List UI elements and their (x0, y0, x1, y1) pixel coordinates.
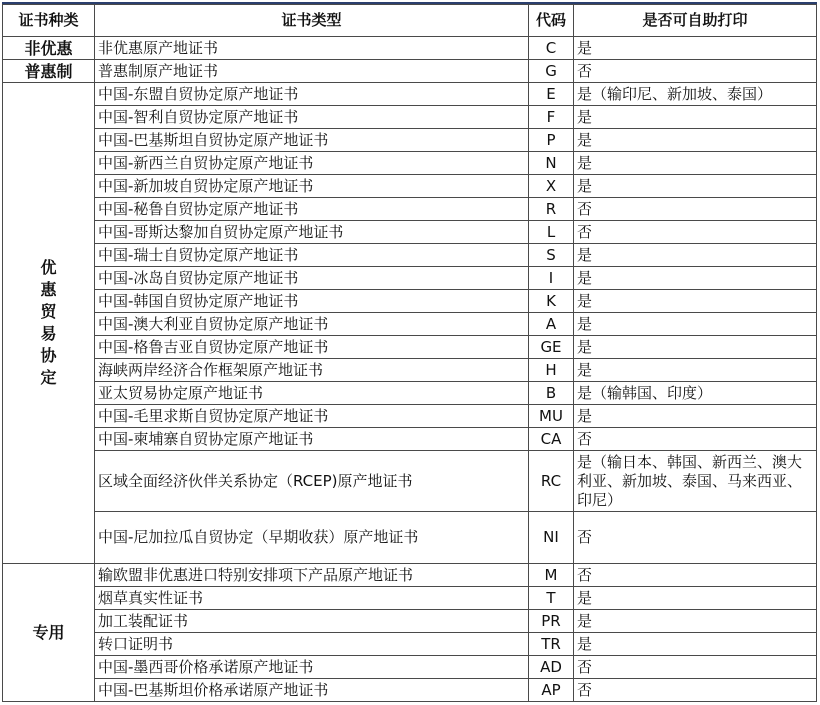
table-row (3, 587, 817, 610)
certificate-table-container (2, 2, 817, 702)
table-row (3, 313, 817, 336)
code-cell: M (529, 564, 574, 587)
table-row (3, 60, 817, 83)
type-cell: 中国-韩国自贸协定原产地证书 (95, 290, 529, 313)
self-print-cell: 是 (574, 244, 817, 267)
type-cell: 中国-瑞士自贸协定原产地证书 (95, 244, 529, 267)
table-row (3, 610, 817, 633)
self-print-cell: 否 (574, 564, 817, 587)
code-cell: GE (529, 336, 574, 359)
type-cell: 中国-新加坡自贸协定原产地证书 (95, 175, 529, 198)
table-row (3, 564, 817, 587)
table-row (3, 37, 817, 60)
code-cell: K (529, 290, 574, 313)
code-cell: I (529, 267, 574, 290)
type-cell: 中国-尼加拉瓜自贸协定（早期收获）原产地证书 (95, 512, 529, 564)
category-cell: 优惠贸易协定 (3, 83, 95, 564)
code-cell: E (529, 83, 574, 106)
code-cell: RC (529, 451, 574, 512)
table-row (3, 83, 817, 106)
table-row (3, 512, 817, 564)
code-cell: PR (529, 610, 574, 633)
type-cell: 中国-智利自贸协定原产地证书 (95, 106, 529, 129)
code-cell: S (529, 244, 574, 267)
table-row (3, 290, 817, 313)
self-print-cell: 是 (574, 587, 817, 610)
self-print-cell: 否 (574, 60, 817, 83)
category-cell: 专用 (3, 564, 95, 702)
type-cell: 区域全面经济伙伴关系协定（RCEP)原产地证书 (95, 451, 529, 512)
type-cell: 中国-柬埔寨自贸协定原产地证书 (95, 428, 529, 451)
self-print-cell: 是 (574, 129, 817, 152)
type-cell: 输欧盟非优惠进口特别安排项下产品原产地证书 (95, 564, 529, 587)
code-cell: X (529, 175, 574, 198)
type-cell: 中国-东盟自贸协定原产地证书 (95, 83, 529, 106)
table-row (3, 221, 817, 244)
table-row (3, 106, 817, 129)
type-cell: 非优惠原产地证书 (95, 37, 529, 60)
code-cell: MU (529, 405, 574, 428)
code-cell: AD (529, 656, 574, 679)
category-cell: 普惠制 (3, 60, 95, 83)
table-row (3, 679, 817, 702)
self-print-cell: 是 (574, 633, 817, 656)
self-print-cell: 是 (574, 152, 817, 175)
code-cell: H (529, 359, 574, 382)
type-cell: 中国-澳大利亚自贸协定原产地证书 (95, 313, 529, 336)
type-cell: 中国-新西兰自贸协定原产地证书 (95, 152, 529, 175)
table-row (3, 244, 817, 267)
table-row (3, 656, 817, 679)
code-cell: T (529, 587, 574, 610)
table-row (3, 175, 817, 198)
table-row (3, 198, 817, 221)
header-self-print: 是否可自助打印 (574, 5, 817, 37)
table-row (3, 451, 817, 512)
self-print-cell: 是 (574, 175, 817, 198)
self-print-cell: 是 (574, 106, 817, 129)
self-print-cell: 否 (574, 679, 817, 702)
table-row (3, 428, 817, 451)
header-type: 证书类型 (95, 5, 529, 37)
type-cell: 中国-格鲁吉亚自贸协定原产地证书 (95, 336, 529, 359)
self-print-cell: 是 (574, 336, 817, 359)
type-cell: 海峡两岸经济合作框架原产地证书 (95, 359, 529, 382)
self-print-cell: 是（输日本、韩国、新西兰、澳大利亚、新加坡、泰国、马来西亚、印尼） (574, 451, 817, 512)
self-print-cell: 是 (574, 610, 817, 633)
table-row (3, 382, 817, 405)
code-cell: N (529, 152, 574, 175)
code-cell: L (529, 221, 574, 244)
code-cell: A (529, 313, 574, 336)
table-row (3, 336, 817, 359)
code-cell: R (529, 198, 574, 221)
code-cell: G (529, 60, 574, 83)
category-cell: 非优惠 (3, 37, 95, 60)
table-body (3, 37, 817, 702)
code-cell: TR (529, 633, 574, 656)
table-row (3, 267, 817, 290)
self-print-cell: 是 (574, 267, 817, 290)
code-cell: C (529, 37, 574, 60)
type-cell: 烟草真实性证书 (95, 587, 529, 610)
code-cell: AP (529, 679, 574, 702)
type-cell: 中国-墨西哥价格承诺原产地证书 (95, 656, 529, 679)
type-cell: 中国-巴基斯坦自贸协定原产地证书 (95, 129, 529, 152)
code-cell: F (529, 106, 574, 129)
self-print-cell: 是 (574, 405, 817, 428)
code-cell: P (529, 129, 574, 152)
table-row (3, 633, 817, 656)
type-cell: 中国-哥斯达黎加自贸协定原产地证书 (95, 221, 529, 244)
table-header-row (3, 5, 817, 37)
certificate-table (2, 4, 817, 702)
self-print-cell: 否 (574, 656, 817, 679)
table-row (3, 129, 817, 152)
self-print-cell: 是 (574, 313, 817, 336)
code-cell: NI (529, 512, 574, 564)
type-cell: 普惠制原产地证书 (95, 60, 529, 83)
self-print-cell: 是（输韩国、印度） (574, 382, 817, 405)
type-cell: 中国-秘鲁自贸协定原产地证书 (95, 198, 529, 221)
type-cell: 中国-巴基斯坦价格承诺原产地证书 (95, 679, 529, 702)
table-row (3, 405, 817, 428)
table-row (3, 152, 817, 175)
self-print-cell: 是 (574, 359, 817, 382)
self-print-cell: 否 (574, 198, 817, 221)
code-cell: B (529, 382, 574, 405)
type-cell: 加工装配证书 (95, 610, 529, 633)
type-cell: 中国-冰岛自贸协定原产地证书 (95, 267, 529, 290)
self-print-cell: 是（输印尼、新加坡、泰国） (574, 83, 817, 106)
self-print-cell: 是 (574, 37, 817, 60)
code-cell: CA (529, 428, 574, 451)
header-code: 代码 (529, 5, 574, 37)
type-cell: 亚太贸易协定原产地证书 (95, 382, 529, 405)
self-print-cell: 是 (574, 290, 817, 313)
self-print-cell: 否 (574, 221, 817, 244)
type-cell: 中国-毛里求斯自贸协定原产地证书 (95, 405, 529, 428)
table-row (3, 359, 817, 382)
header-category: 证书种类 (3, 5, 95, 37)
type-cell: 转口证明书 (95, 633, 529, 656)
self-print-cell: 否 (574, 428, 817, 451)
self-print-cell: 否 (574, 512, 817, 564)
